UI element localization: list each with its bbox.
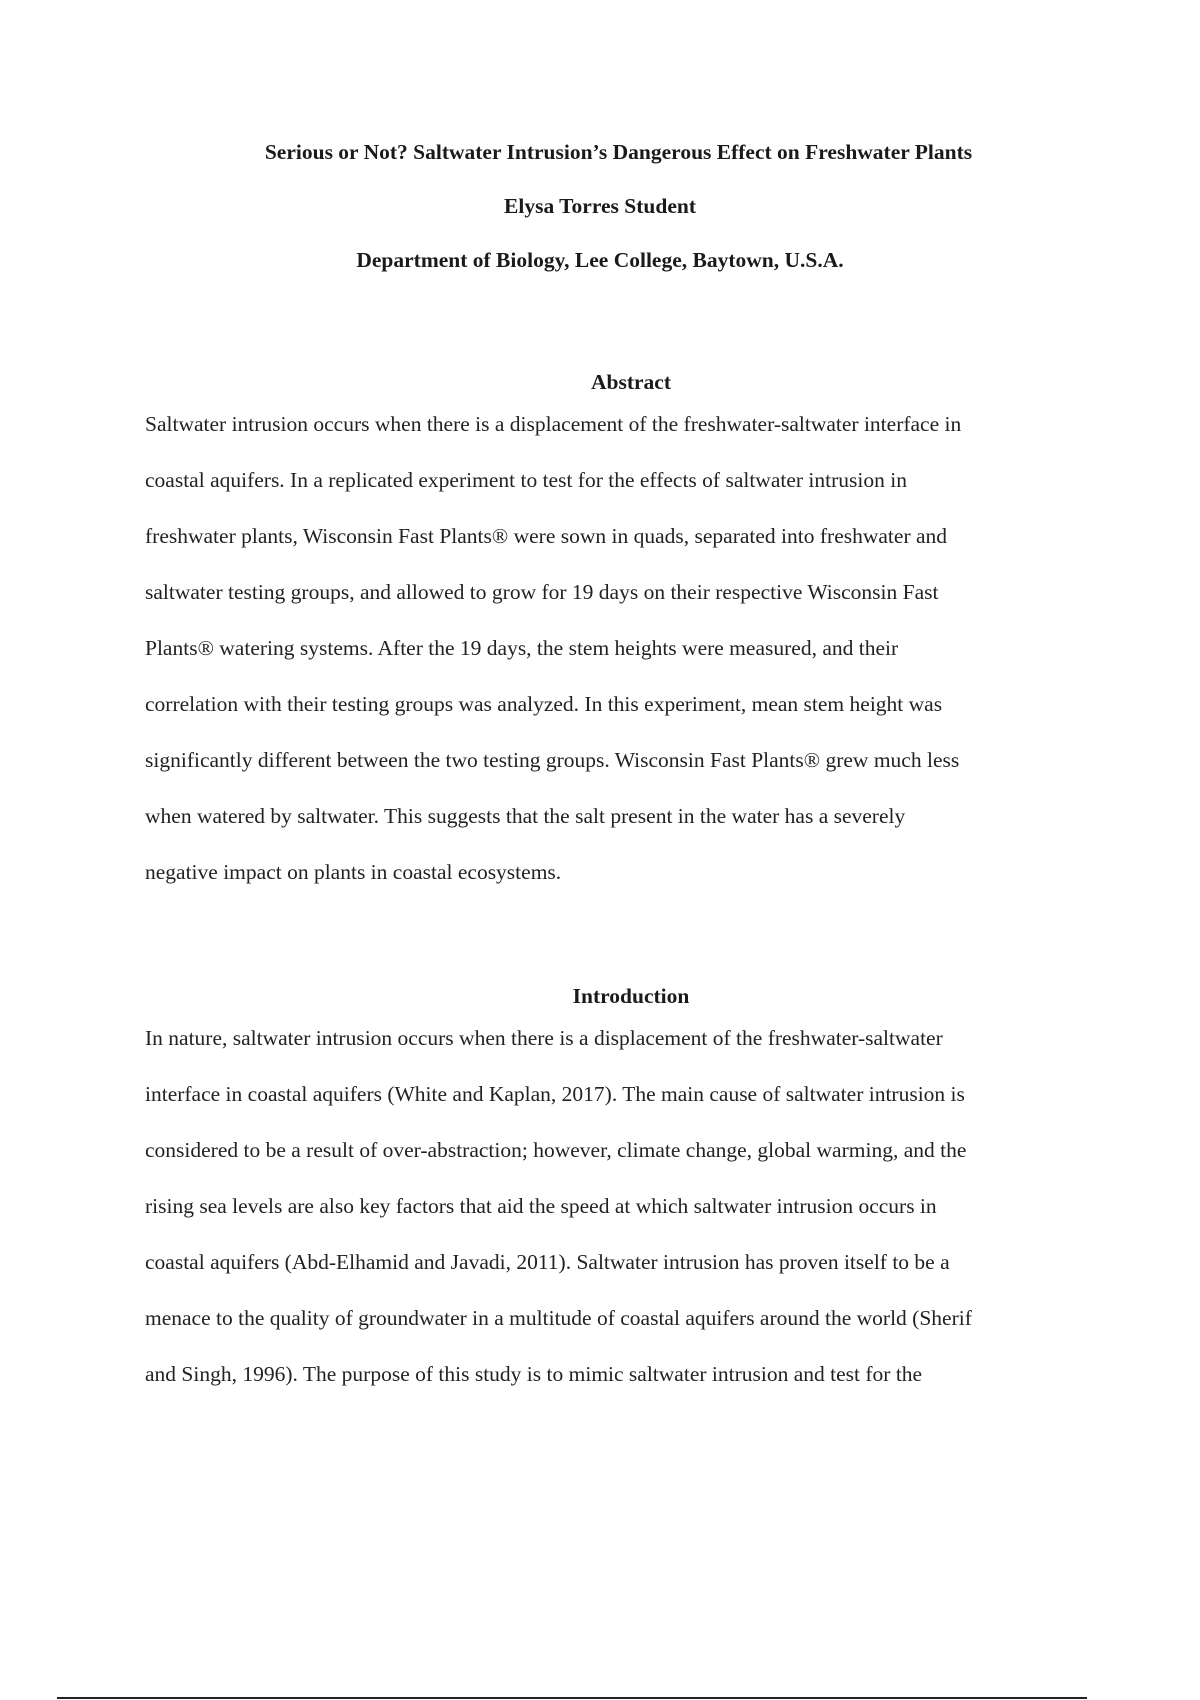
- title-block: [0, 138, 1200, 274]
- paper-title: Serious or Not? Saltwater Intrusion’s Dangerous Effect on Freshwater Plants: [264, 140, 973, 164]
- abstract-line: when watered by saltwater. This suggests that the salt present in the water has a severely: [145, 804, 906, 828]
- abstract-line: Saltwater intrusion occurs when there is a displacement of the freshwater-saltwater interface in: [145, 412, 962, 436]
- introduction-heading: Introduction: [572, 984, 690, 1008]
- abstract-line: saltwater testing groups, and allowed to grow for 19 days on their respective Wisconsin Fast: [145, 580, 939, 604]
- abstract-line: negative impact on plants in coastal ecosystems.: [145, 860, 562, 884]
- affiliation-line: Department of Biology, Lee College, Baytown, U.S.A.: [356, 248, 844, 272]
- page-footer-rule: [57, 1697, 1087, 1699]
- introduction-paragraph: [145, 1010, 1095, 1402]
- abstract-line: freshwater plants, Wisconsin Fast Plants® were sown in quads, separated into freshwater and: [145, 524, 948, 548]
- introduction-line: and Singh, 1996). The purpose of this study is to mimic saltwater intrusion and test for the: [145, 1362, 923, 1386]
- introduction-line: rising sea levels are also key factors that aid the speed at which saltwater intrusion occurs in: [145, 1194, 937, 1218]
- introduction-line: menace to the quality of groundwater in a multitude of coastal aquifers around the world (Sherif: [145, 1306, 972, 1330]
- abstract-heading: Abstract: [590, 370, 671, 394]
- introduction-line: coastal aquifers (Abd-Elhamid and Javadi, 2011). Saltwater intrusion has proven itself to be a: [145, 1250, 950, 1274]
- abstract-paragraph: [145, 396, 1095, 900]
- abstract-line: significantly different between the two testing groups. Wisconsin Fast Plants® grew much less: [145, 748, 960, 772]
- introduction-line: interface in coastal aquifers (White and Kaplan, 2017). The main cause of saltwater intrusion is: [145, 1082, 965, 1106]
- author-line: Elysa Torres Student: [504, 194, 696, 218]
- introduction-line: considered to be a result of over-abstraction; however, climate change, global warming, and the: [145, 1138, 967, 1162]
- abstract-line: coastal aquifers. In a replicated experiment to test for the effects of saltwater intrusion in: [145, 468, 907, 492]
- abstract-line: Plants® watering systems. After the 19 days, the stem heights were measured, and their: [145, 636, 899, 660]
- introduction-section: [145, 982, 1095, 1402]
- abstract-line: correlation with their testing groups was analyzed. In this experiment, mean stem height was: [145, 692, 943, 716]
- introduction-line: In nature, saltwater intrusion occurs when there is a displacement of the freshwater-saltwater: [145, 1026, 943, 1050]
- abstract-section: [145, 368, 1095, 900]
